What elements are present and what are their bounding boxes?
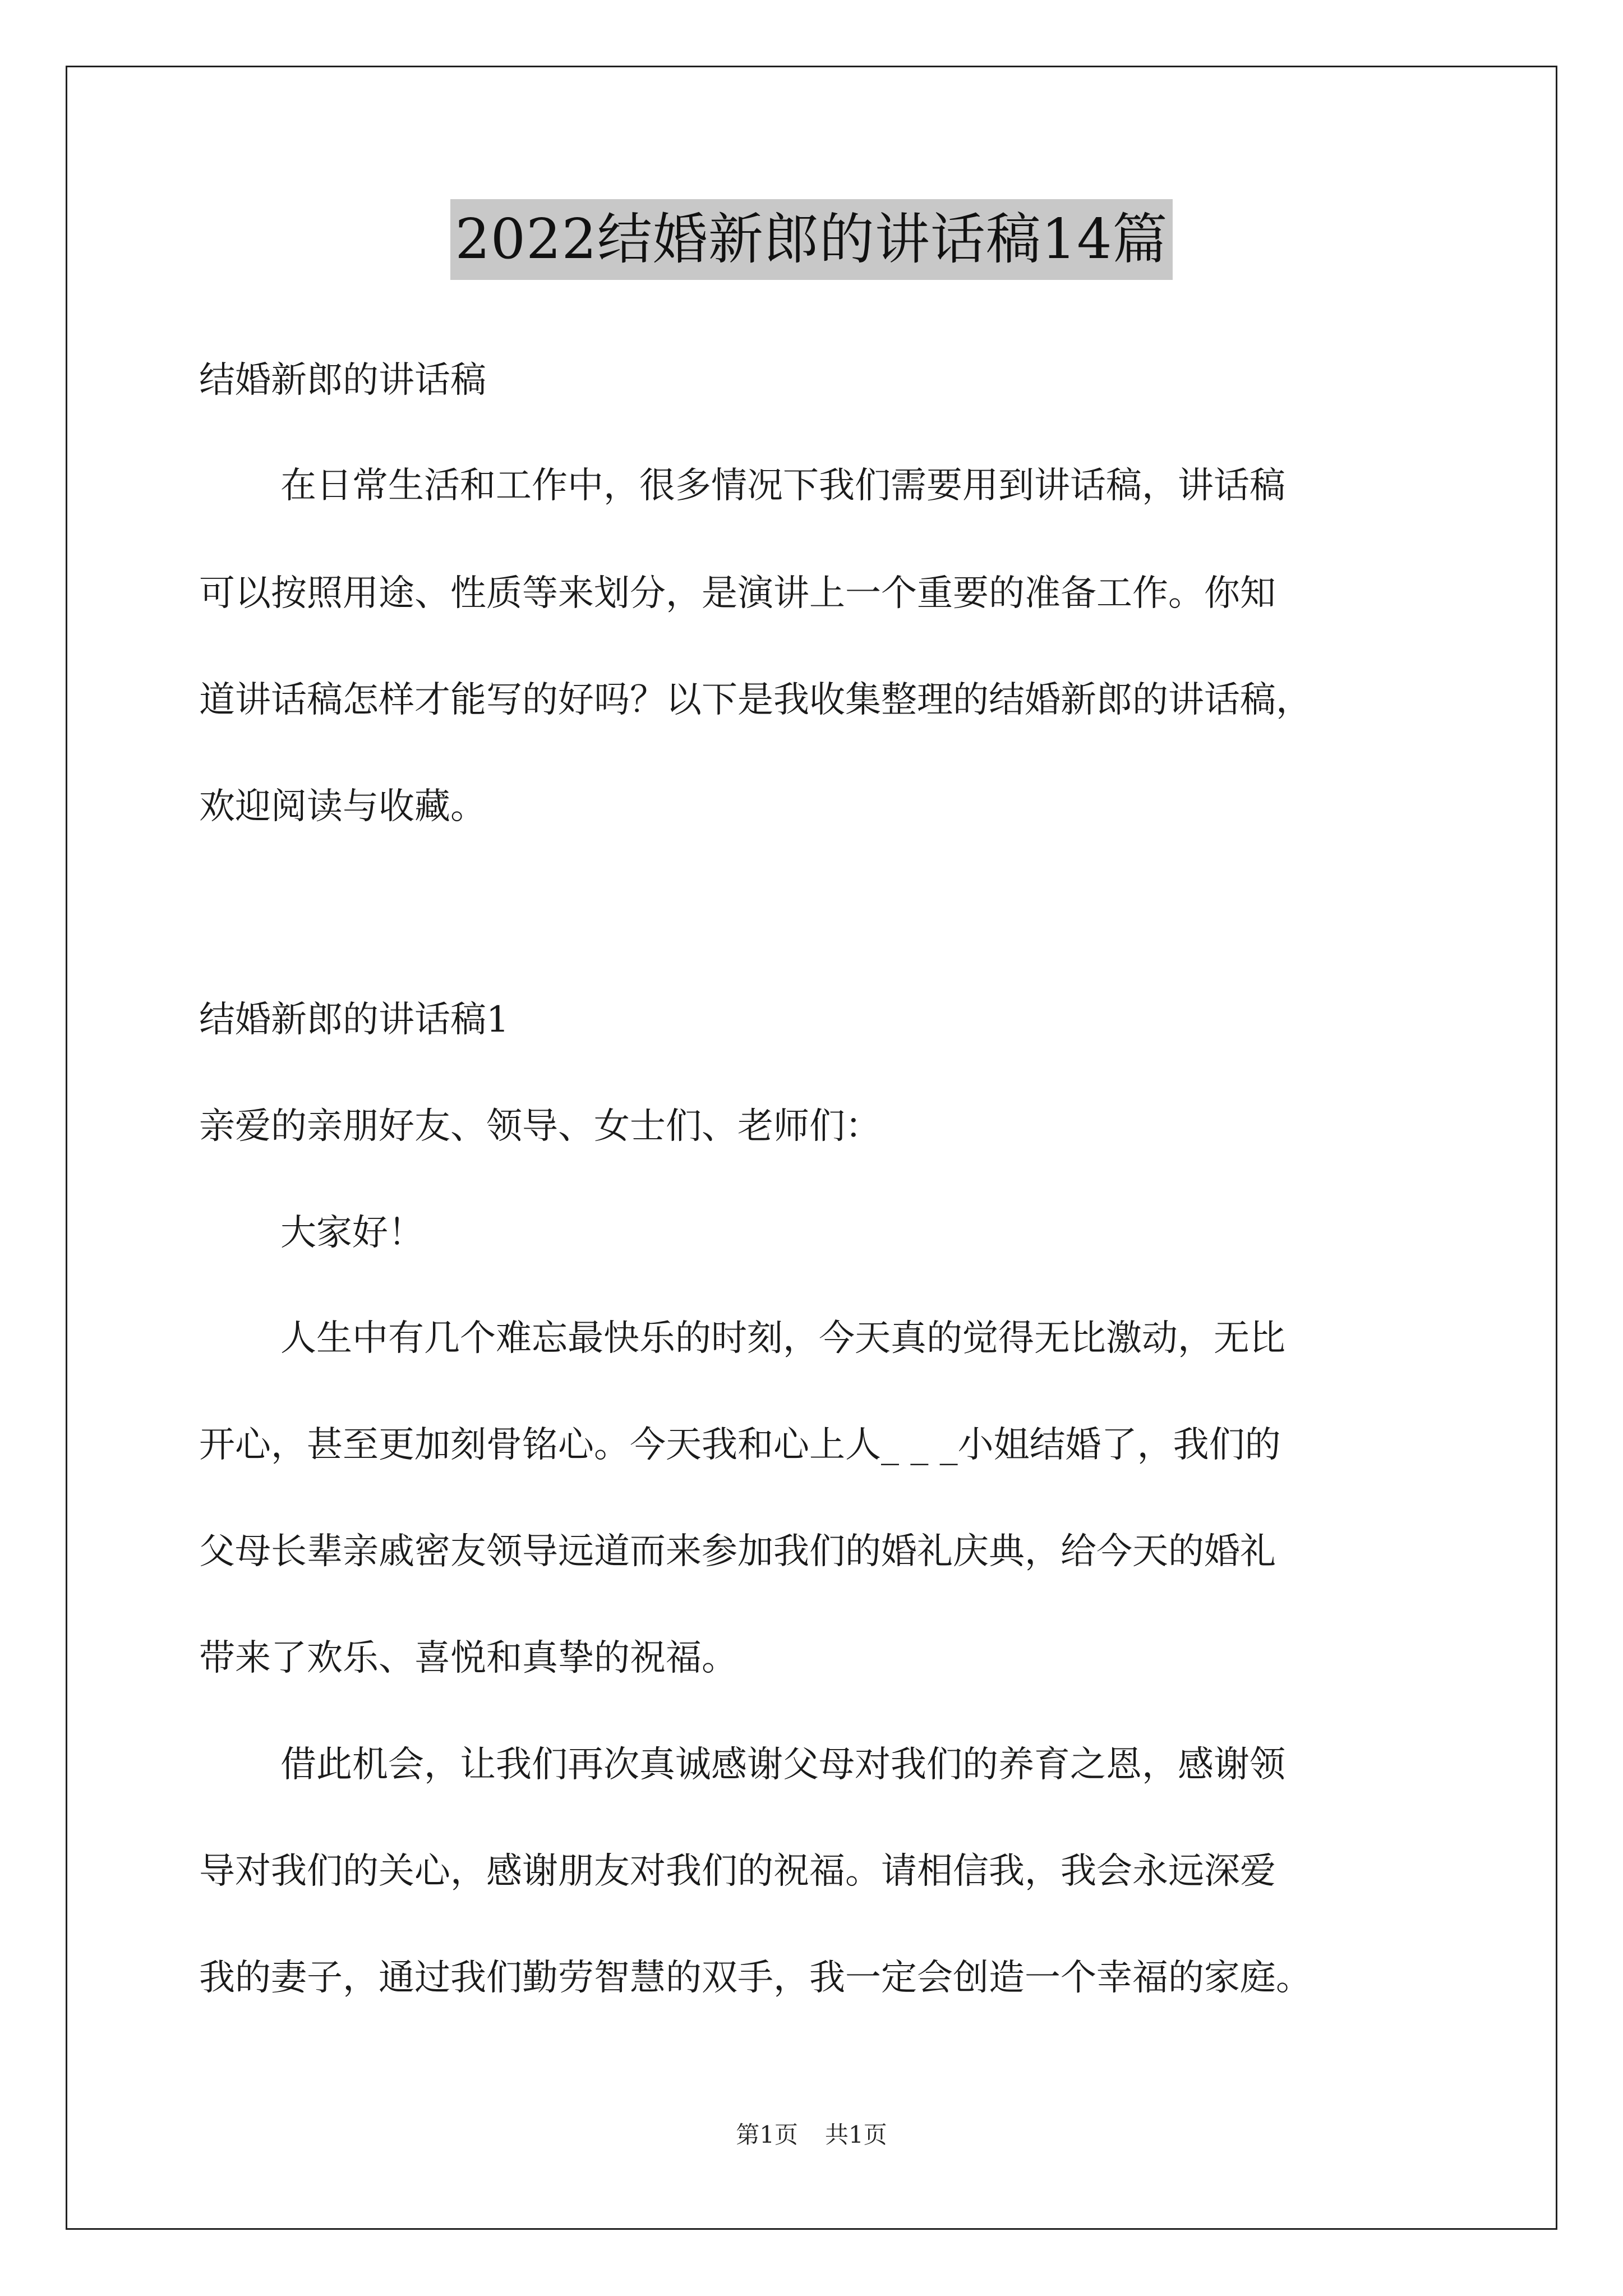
paragraph-line: 人生中有几个难忘最快乐的时刻，今天真的觉得无比激动，无比 xyxy=(280,1318,1285,1359)
paragraph-line: 父母长辈亲戚密友领导远道而来参加我们的婚礼庆典，给今天的婚礼 xyxy=(199,1531,1276,1572)
page-total: 共1页 xyxy=(825,2121,887,2148)
paragraph-line: 借此机会，让我们再次真诚感谢父母对我们的养育之恩，感谢领 xyxy=(280,1744,1285,1786)
page-number: 第1页 xyxy=(736,2121,798,2148)
salutation: 亲爱的亲朋好友、领导、女士们、老师们： xyxy=(199,1106,881,1147)
page-footer xyxy=(0,2119,1623,2151)
paragraph-line: 导对我们的关心，感谢朋友对我们的祝福。请相信我，我会永远深爱 xyxy=(199,1851,1276,1892)
greeting: 大家好！ xyxy=(280,1212,424,1254)
paragraph-line: 我的妻子，通过我们勤劳智慧的双手，我一定会创造一个幸福的家庭。 xyxy=(199,1957,1312,1999)
paragraph-line: 开心，甚至更加刻骨铭心。今天我和心上人_ _ _小姐结婚了，我们的 xyxy=(199,1424,1281,1466)
intro-line: 道讲话稿怎样才能写的好吗？以下是我收集整理的结婚新郎的讲话稿， xyxy=(199,679,1312,721)
intro-line: 欢迎阅读与收藏。 xyxy=(199,786,486,827)
title-container xyxy=(0,199,1623,280)
document-title: 2022结婚新郎的讲话稿14篇 xyxy=(450,199,1172,280)
intro-line: 在日常生活和工作中，很多情况下我们需要用到讲话稿，讲话稿 xyxy=(280,465,1285,507)
subheading: 结婚新郎的讲话稿 xyxy=(199,360,486,401)
intro-line: 可以按照用途、性质等来划分，是演讲上一个重要的准备工作。你知 xyxy=(199,573,1276,614)
section-title: 结婚新郎的讲话稿1 xyxy=(199,999,509,1041)
paragraph-line: 带来了欢乐、喜悦和真挚的祝福。 xyxy=(199,1637,737,1679)
